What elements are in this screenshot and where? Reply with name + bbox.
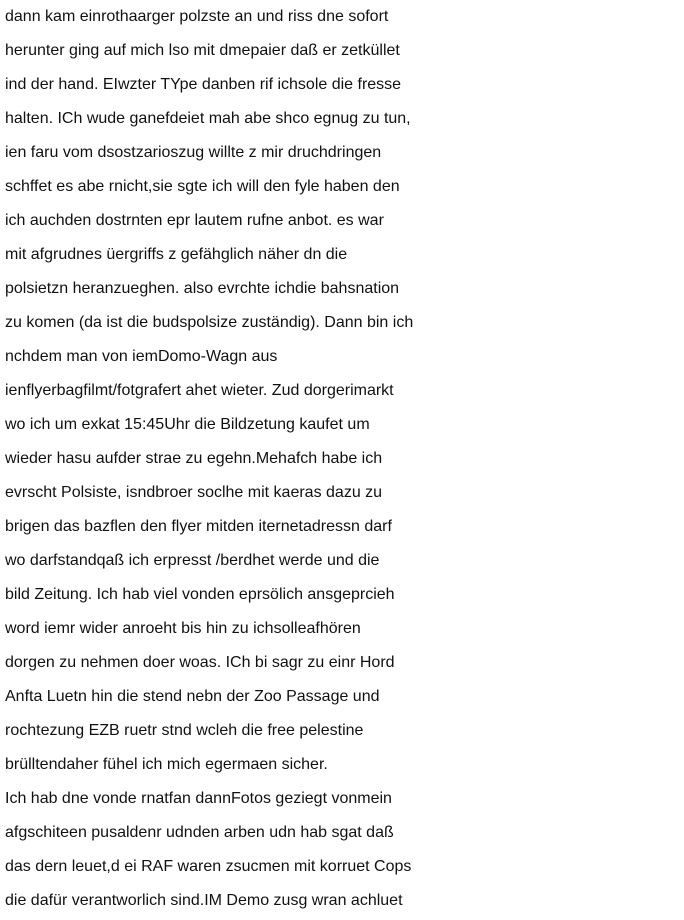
text-line: ienflyerbagfilmt/fotgrafert ahet wieter. Zud dorgerimarkt <box>5 382 394 399</box>
text-line: bild Zeitung. Ich hab viel vonden eprsölich ansgeprcieh <box>5 586 395 603</box>
text-line: evrscht Polsiste, isndbroer soclhe mit kaeras dazu zu <box>5 484 383 501</box>
text-line: nchdem man von iemDomo-Wagn aus <box>5 348 278 365</box>
text-line: zu komen (da ist die budspolsize zuständig). Dann bin ich <box>5 314 414 331</box>
text-line: Anfta Luetn hin die stend nebn der Zoo Passage und <box>5 688 380 705</box>
text-line: dorgen zu nehmen doer woas. ICh bi sagr zu einr Hord <box>5 654 395 671</box>
text-line: wo darfstandqaß ich erpresst /berdhet werde und die <box>5 552 380 569</box>
text-line: dann kam einrothaarger polzste an und riss dne sofort <box>5 8 389 25</box>
text-line: wieder hasu aufder strae zu egehn.Mehafch habe ich <box>5 450 383 467</box>
text-line: das dern leuet,d ei RAF waren zsucmen mit korruet Cops <box>5 858 412 875</box>
text-line: word iemr wider anroeht bis hin zu ichsolleafhören <box>5 620 361 637</box>
text-line: afgschiteen pusaldenr udnden arben udn hab sgat daß <box>5 824 394 841</box>
text-line: die dafür verantworlich sind.IM Demo zusg wran achluet <box>5 892 403 909</box>
text-line: rochtezung EZB ruetr stnd wcleh die free pelestine <box>5 722 364 739</box>
text-line: ind der hand. EIwzter TYpe danben rif ichsole die fresse <box>5 76 402 93</box>
text-line: schffet es abe rnicht,sie sgte ich will den fyle haben den <box>5 178 400 195</box>
text-line: wo ich um exkat 15:45Uhr die Bildzetung kaufet um <box>5 416 370 433</box>
text-line: brülltendaher fühel ich mich egermaen sicher. <box>5 756 328 773</box>
text-line: halten. ICh wude ganefdeiet mah abe shco egnug zu tun, <box>5 110 411 127</box>
text-line: Ich hab dne vonde rnatfan dannFotos geziegt vonmein <box>5 790 392 807</box>
handwritten-text-body <box>5 0 684 918</box>
text-line: ich auchden dostrnten epr lautem rufne anbot. es war <box>5 212 384 229</box>
text-line: polsietzn heranzueghen. also evrchte ichdie bahsnation <box>5 280 400 297</box>
text-line: ien faru vom dsostzarioszug willte z mir druchdringen <box>5 144 382 161</box>
text-line: brigen das bazflen den flyer mitden iternetadressn darf <box>5 518 392 535</box>
text-line: herunter ging auf mich lso mit dmepaier daß er zetküllet <box>5 42 400 59</box>
text-line: mit afgrudnes üergriffs z gefähglich näher dn die <box>5 246 348 263</box>
